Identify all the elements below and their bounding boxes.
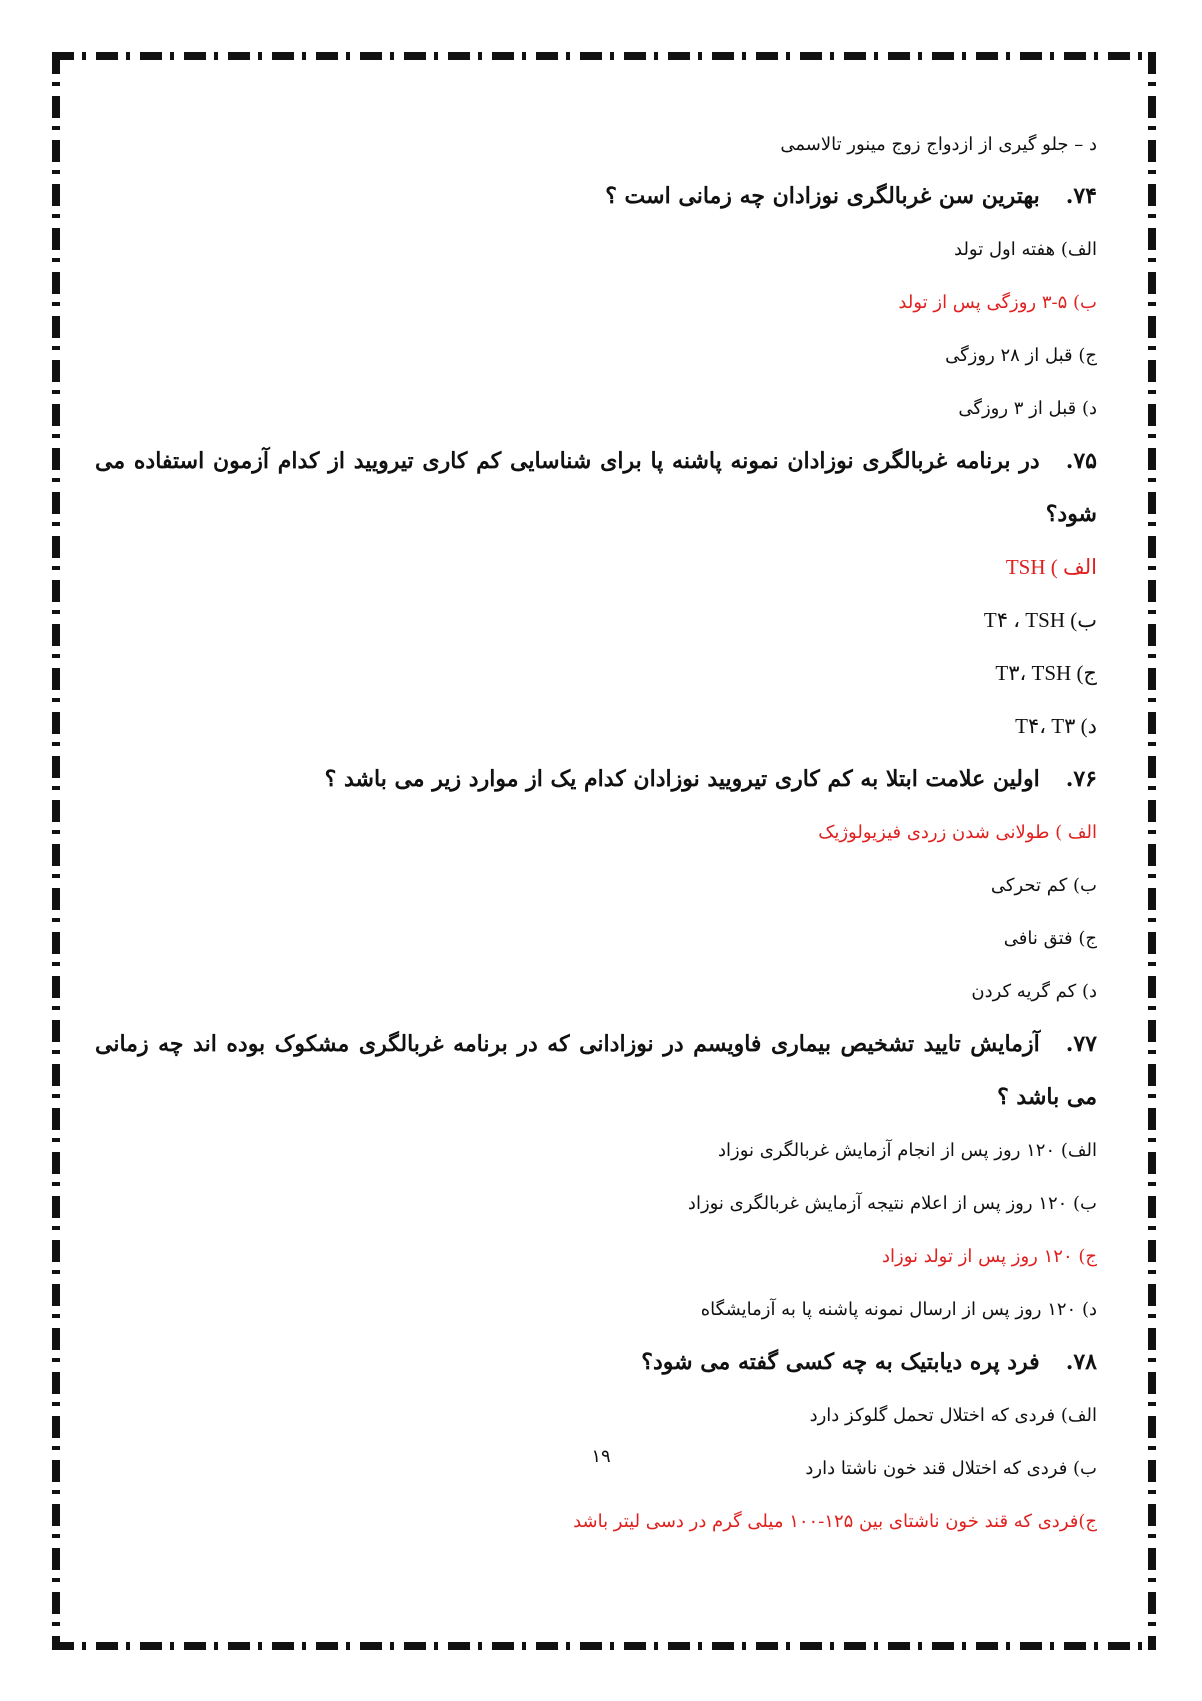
answer-line: الف ) طولانی شدن زردی فیزیولوژیک xyxy=(818,822,1097,843)
question-number: ۷۷. xyxy=(1065,1031,1097,1057)
question-text: اولین علامت ابتلا به کم کاری تیرویید نوزادان کدام یک از موارد زیر می باشد ؟ xyxy=(324,766,1040,792)
border-left xyxy=(52,52,60,1650)
question-text: بهترین سن غربالگری نوزادان چه زمانی است ؟ xyxy=(605,183,1040,209)
border-bottom xyxy=(52,1642,1156,1650)
border-right xyxy=(1148,52,1156,1650)
answer-line: ج)فردی که قند خون ناشتای بین ۱۲۵-۱۰۰ میلی گرم در دسی لیتر باشد xyxy=(573,1511,1097,1532)
question-text: آزمایش تایید تشخیص بیماری فاویسم در نوزادانی که در برنامه غربالگری مشکوک بوده اند چه زمانی می باشد ؟ xyxy=(95,1031,1097,1110)
question-74 xyxy=(95,170,1097,223)
option-line: ج) قبل از ۲۸ روزگی xyxy=(945,345,1097,366)
option-line: د – جلو گیری از ازدواج زوج مینور تالاسمی xyxy=(780,134,1097,155)
option-line: د) کم گریه کردن xyxy=(971,981,1097,1002)
question-number: ۷۴. xyxy=(1065,183,1097,209)
question-number: ۷۸. xyxy=(1065,1349,1097,1375)
page-number: ۱۹ xyxy=(591,1446,611,1467)
answer-line: ب) ۵-۳ روزگی پس از تولد xyxy=(898,292,1097,313)
answer-line: ج) ۱۲۰ روز پس از تولد نوزاد xyxy=(882,1246,1097,1267)
option-line: د) ۱۲۰ روز پس از ارسال نمونه پاشنه پا به آزمایشگاه xyxy=(700,1299,1097,1320)
document-body xyxy=(95,130,1097,1548)
question-text: فرد پره دیابتیک به چه کسی گفته می شود؟ xyxy=(641,1349,1040,1375)
option-line: د) قبل از ۳ روزگی xyxy=(958,398,1097,419)
option-line: ج) فتق نافی xyxy=(1003,928,1097,949)
question-number: ۷۵. xyxy=(1065,448,1097,474)
option-line: ب) فردی که اختلال قند خون ناشتا دارد xyxy=(805,1458,1097,1479)
option-line: الف) ۱۲۰ روز پس از انجام آزمایش غربالگری نوزاد xyxy=(717,1140,1097,1161)
option-line: ب) T۴ ، TSH xyxy=(983,608,1097,632)
option-line: ب) کم تحرکی xyxy=(990,875,1097,896)
question-75 xyxy=(95,435,1097,541)
option-line: ج) T۳، TSH xyxy=(995,661,1097,685)
option-line: ب) ۱۲۰ روز پس از اعلام نتیجه آزمایش غربالگری نوزاد xyxy=(687,1193,1097,1214)
question-77 xyxy=(95,1018,1097,1124)
question-78 xyxy=(95,1336,1097,1389)
question-text: در برنامه غربالگری نوزادان نمونه پاشنه پا برای شناسایی کم کاری تیرویید از کدام آزمون استفاده می شود؟ xyxy=(95,448,1097,527)
answer-line: الف ) TSH xyxy=(1005,555,1097,579)
question-76 xyxy=(95,753,1097,806)
option-line: الف) هفته اول تولد xyxy=(954,239,1097,260)
option-line: الف) فردی که اختلال تحمل گلوکز دارد xyxy=(809,1405,1097,1426)
border-top xyxy=(52,52,1156,60)
option-line: د) T۴، T۳ xyxy=(1015,714,1097,738)
question-number: ۷۶. xyxy=(1065,766,1097,792)
